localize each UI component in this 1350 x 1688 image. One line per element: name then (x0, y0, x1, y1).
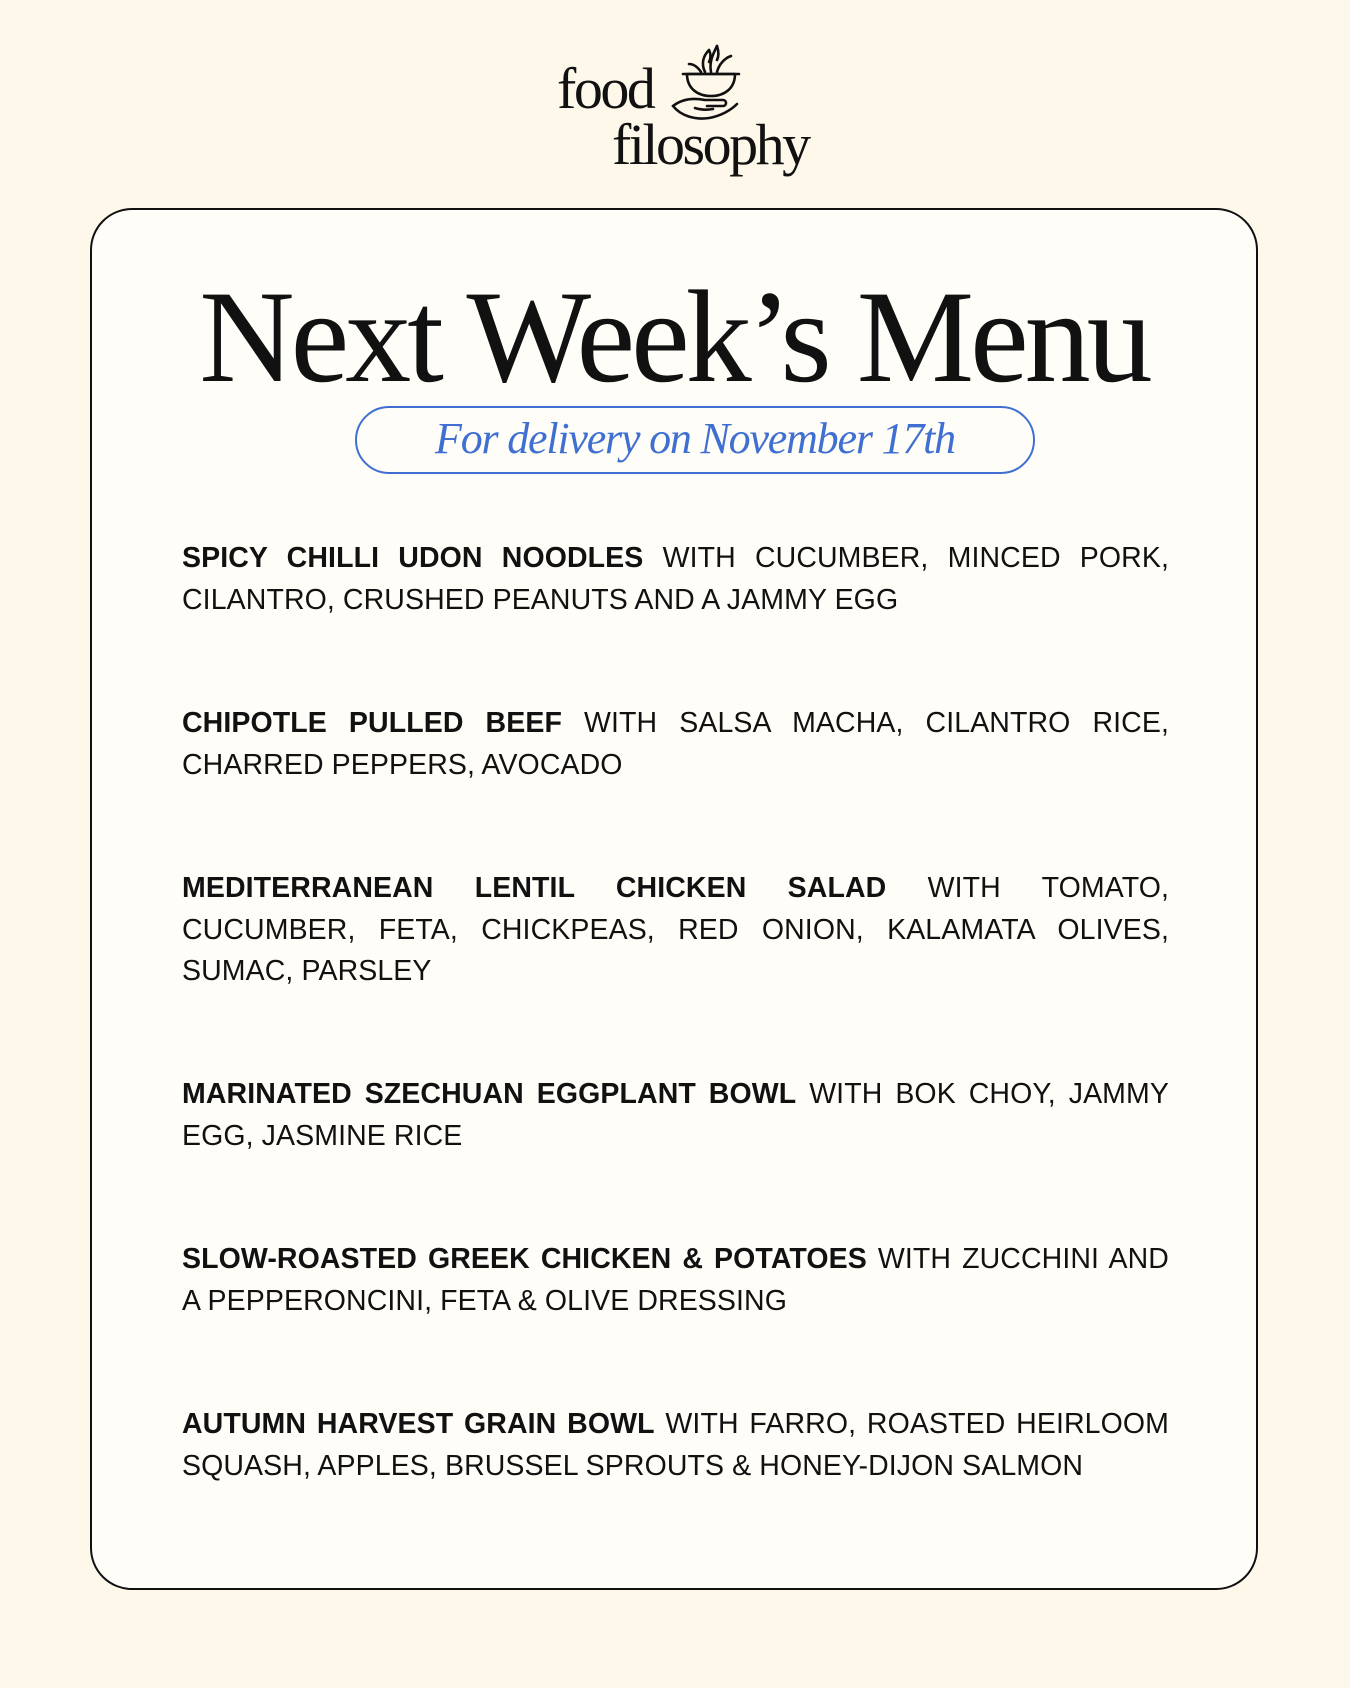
dish-description: WITH BOK CHOY, JAMMY EGG, JASMINE RICE (182, 1078, 1169, 1152)
page-title: Next Week’s Menu (199, 263, 1149, 410)
dish-name: AUTUMN HARVEST GRAIN BOWL (182, 1408, 655, 1440)
dish-name: MEDITERRANEAN LENTIL CHICKEN SALAD (182, 872, 887, 904)
menu-item (182, 1239, 1169, 1322)
hand-holding-bowl-icon (665, 38, 755, 128)
menu-item (182, 538, 1169, 621)
menu-item (182, 703, 1169, 786)
menu-item (182, 1074, 1169, 1157)
dish-description: WITH TOMATO, CUCUMBER, FETA, CHICKPEAS, RED ONION, KALAMATA OLIVES, SUMAC, PARSLEY (182, 872, 1169, 987)
dish-name: MARINATED SZECHUAN EGGPLANT BOWL (182, 1078, 797, 1110)
brand-name-line2: filosophy (612, 112, 809, 177)
dish-name: SPICY CHILLI UDON NOODLES (182, 542, 644, 574)
dish-description: WITH SALSA MACHA, CILANTRO RICE, CHARRED PEPPERS, AVOCADO (182, 707, 1169, 781)
dish-description: WITH CUCUMBER, MINCED PORK, CILANTRO, CRUSHED PEANUTS AND A JAMMY EGG (182, 542, 1169, 616)
menu-item (182, 868, 1169, 993)
menu-card (90, 208, 1258, 1590)
dish-name: SLOW-ROASTED GREEK CHICKEN & POTATOES (182, 1243, 867, 1275)
menu-item (182, 1404, 1169, 1487)
delivery-date-badge: For delivery on November 17th (355, 406, 1035, 474)
dish-description: WITH ZUCCHINI AND A PEPPERONCINI, FETA & OLIVE DRESSING (182, 1243, 1169, 1317)
brand-name-line1: food (557, 56, 654, 121)
dish-name: CHIPOTLE PULLED BEEF (182, 707, 562, 739)
brand-logo (555, 38, 809, 178)
dish-description: WITH FARRO, ROASTED HEIRLOOM SQUASH, APPLES, BRUSSEL SPROUTS & HONEY-DIJON SALMON (182, 1408, 1169, 1482)
